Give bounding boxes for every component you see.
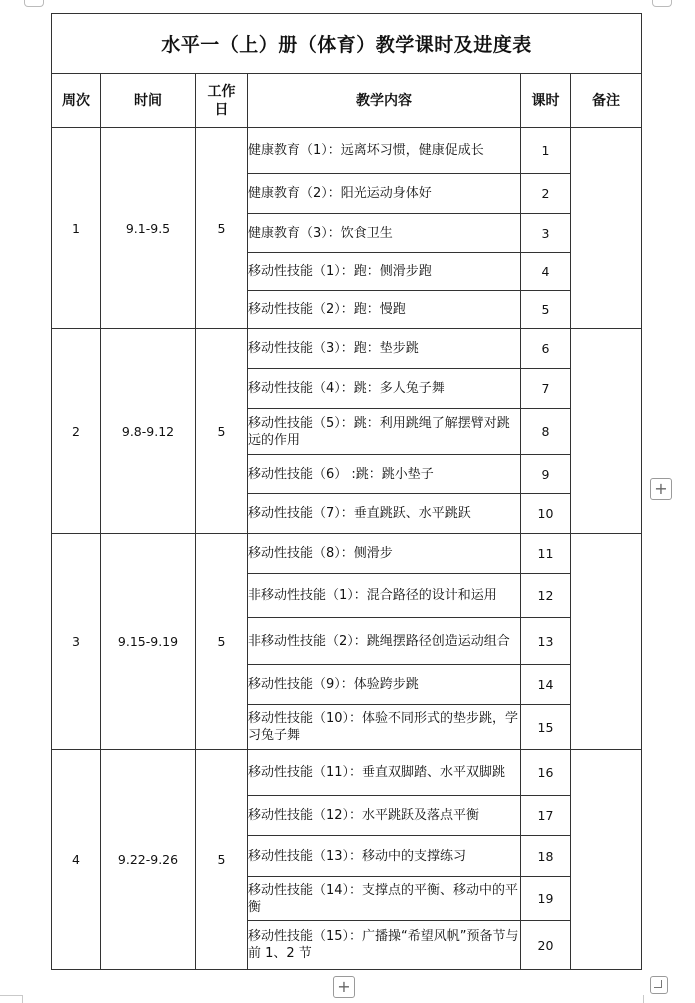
- page-corner-marker: [652, 0, 672, 7]
- lesson-content-cell: 移动性技能（3）：跑：垫步跳: [248, 329, 521, 369]
- week-cell: 2: [52, 329, 101, 534]
- header-workdays-line2: 日: [214, 101, 229, 118]
- header-notes: 备注: [571, 74, 642, 128]
- lesson-hour-cell: 10: [521, 494, 571, 534]
- lesson-content-cell: 非移动性技能（2）：跳绳摆路径创造运动组合: [248, 618, 521, 665]
- lesson-hour-cell: 16: [521, 750, 571, 796]
- lesson-content-cell: 移动性技能（11）：垂直双脚踏、水平双脚跳: [248, 750, 521, 796]
- lesson-content-cell: 移动性技能（8）：侧滑步: [248, 534, 521, 574]
- header-workdays: [196, 74, 248, 128]
- page-margin-mark: [643, 995, 644, 1003]
- lesson-hour-cell: 13: [521, 618, 571, 665]
- lesson-hour-cell: 8: [521, 409, 571, 455]
- lesson-content-cell: 移动性技能（10）：体验不同形式的垫步跳，学习兔子舞: [248, 705, 521, 750]
- lesson-hour-cell: 14: [521, 665, 571, 705]
- lesson-content-cell: 移动性技能（12）：水平跳跃及落点平衡: [248, 796, 521, 836]
- week-cell: 4: [52, 750, 101, 970]
- lesson-hour-cell: 20: [521, 921, 571, 970]
- header-row: [52, 74, 642, 128]
- table-resize-handle[interactable]: [650, 976, 668, 994]
- lesson-content-cell: 移动性技能（6） :跳：跳小垫子: [248, 455, 521, 494]
- workdays-cell: 5: [196, 128, 248, 329]
- header-workdays-line1: 工作: [207, 83, 236, 100]
- lesson-hour-cell: 15: [521, 705, 571, 750]
- time-cell: 9.1-9.5: [101, 128, 196, 329]
- schedule-table: [51, 13, 642, 970]
- page-corner-marker: [24, 0, 44, 7]
- table-row: [52, 329, 642, 369]
- lesson-hour-cell: 17: [521, 796, 571, 836]
- table-row: [52, 750, 642, 796]
- lesson-content-cell: 移动性技能（13）：移动中的支撑练习: [248, 836, 521, 877]
- add-row-button[interactable]: +: [333, 976, 355, 998]
- table-row: [52, 534, 642, 574]
- lesson-content-cell: 移动性技能（5）：跳：利用跳绳了解摆臂对跳远的作用: [248, 409, 521, 455]
- workdays-cell: 5: [196, 329, 248, 534]
- lesson-hour-cell: 2: [521, 174, 571, 214]
- notes-cell: [571, 534, 642, 750]
- lesson-content-cell: 移动性技能（1）：跑：侧滑步跑: [248, 253, 521, 291]
- table-title: 水平一（上）册（体育）教学课时及进度表: [52, 14, 642, 74]
- lesson-content-cell: 移动性技能（14）：支撑点的平衡、移动中的平衡: [248, 877, 521, 921]
- table-row: [52, 128, 642, 174]
- lesson-hour-cell: 12: [521, 574, 571, 618]
- notes-cell: [571, 128, 642, 329]
- notes-cell: [571, 750, 642, 970]
- header-time: 时间: [101, 74, 196, 128]
- header-hours: 课时: [521, 74, 571, 128]
- page-margin-mark: [22, 995, 23, 1003]
- header-content: 教学内容: [248, 74, 521, 128]
- lesson-content-cell: 健康教育（1）：远离坏习惯，健康促成长: [248, 128, 521, 174]
- time-cell: 9.8-9.12: [101, 329, 196, 534]
- workdays-cell: 5: [196, 750, 248, 970]
- lesson-content-cell: 健康教育（3）：饮食卫生: [248, 214, 521, 253]
- notes-cell: [571, 329, 642, 534]
- add-column-button[interactable]: +: [650, 478, 672, 500]
- lesson-hour-cell: 5: [521, 291, 571, 329]
- week-cell: 1: [52, 128, 101, 329]
- workdays-cell: 5: [196, 534, 248, 750]
- header-week: 周次: [52, 74, 101, 128]
- lesson-hour-cell: 3: [521, 214, 571, 253]
- lesson-content-cell: 移动性技能（7）：垂直跳跃、水平跳跃: [248, 494, 521, 534]
- lesson-content-cell: 移动性技能（15）：广播操“希望风帆”预备节与前 1、2 节: [248, 921, 521, 970]
- lesson-hour-cell: 1: [521, 128, 571, 174]
- lesson-content-cell: 移动性技能（2）：跑：慢跑: [248, 291, 521, 329]
- lesson-hour-cell: 18: [521, 836, 571, 877]
- lesson-hour-cell: 4: [521, 253, 571, 291]
- lesson-content-cell: 移动性技能（4）：跳：多人兔子舞: [248, 369, 521, 409]
- page-margin-mark: [0, 995, 22, 996]
- time-cell: 9.15-9.19: [101, 534, 196, 750]
- week-cell: 3: [52, 534, 101, 750]
- lesson-hour-cell: 9: [521, 455, 571, 494]
- lesson-content-cell: 非移动性技能（1）：混合路径的设计和运用: [248, 574, 521, 618]
- lesson-hour-cell: 11: [521, 534, 571, 574]
- lesson-hour-cell: 7: [521, 369, 571, 409]
- lesson-content-cell: 健康教育（2）：阳光运动身体好: [248, 174, 521, 214]
- lesson-hour-cell: 19: [521, 877, 571, 921]
- time-cell: 9.22-9.26: [101, 750, 196, 970]
- lesson-hour-cell: 6: [521, 329, 571, 369]
- lesson-content-cell: 移动性技能（9）：体验跨步跳: [248, 665, 521, 705]
